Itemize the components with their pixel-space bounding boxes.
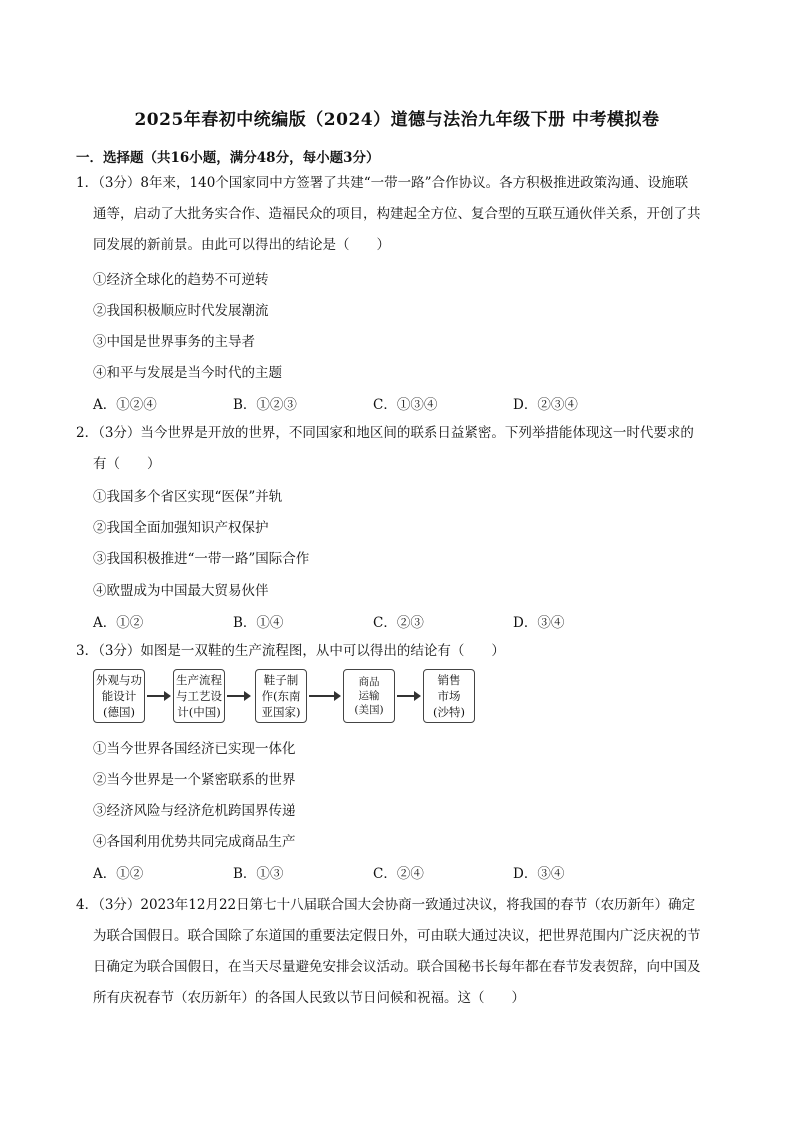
- stem-line: 2．（3分）当今世界是开放的世界，不同国家和地区间的联系日益紧密。下列举措能体现这一时代要求的: [76, 425, 694, 441]
- choice-b[interactable]: B．①③: [233, 866, 284, 882]
- statement-option: ④和平与发展是当今时代的主题: [93, 365, 282, 381]
- answer-choices-1: [93, 393, 653, 413]
- choice-d[interactable]: D．③④: [513, 866, 565, 882]
- section-heading: 一．选择题（共16小题，满分48分，每小题3分）: [76, 150, 380, 166]
- statement-option: ③中国是世界事务的主导者: [93, 334, 255, 350]
- statement-option: ①我国多个省区实现“医保”并轨: [93, 489, 283, 505]
- choice-c[interactable]: C．②④: [373, 866, 424, 882]
- flow-step-design: 外观与功 能设计 (德国): [93, 669, 145, 723]
- choice-b[interactable]: B．①②③: [233, 397, 297, 413]
- flow-arrow: [397, 695, 419, 697]
- choice-d[interactable]: D．③④: [513, 615, 565, 631]
- statement-option: ②当今世界是一个紧密联系的世界: [93, 772, 296, 788]
- statement-option: ②我国积极顺应时代发展潮流: [93, 303, 269, 319]
- exam-title: 2025年春初中统编版（2024）道德与法治九年级下册 中考模拟卷: [134, 110, 660, 130]
- shoe-production-flowchart: [93, 669, 473, 725]
- choice-d[interactable]: D．②③④: [513, 397, 578, 413]
- flow-arrow: [309, 695, 339, 697]
- choice-c[interactable]: C．②③: [373, 615, 424, 631]
- stem-line: 3．（3分）如图是一双鞋的生产流程图，从中可以得出的结论有（ ）: [76, 643, 505, 659]
- statement-option: ②我国全面加强知识产权保护: [93, 520, 269, 536]
- question-1-stem: [76, 168, 726, 261]
- flow-step-sales: 销售 市场 (沙特): [423, 669, 475, 723]
- stem-line: 日确定为联合国假日，在当天尽量避免安排会议活动。联合国秘书长每年都在春节发表贺辞，向中国及: [93, 959, 701, 975]
- stem-line: 所有庆祝春节（农历新年）的各国人民致以节日问候和祝福。这（ ）: [93, 990, 525, 1006]
- stem-line: 4．（3分）2023年12月22日第七十八届联合国大会协商一致通过决议，将我国的春节（农历新年）确定: [76, 897, 696, 913]
- statement-option: ④欧盟成为中国最大贸易伙伴: [93, 583, 269, 599]
- flow-step-manufacture: 鞋子制 作(东南 亚国家): [255, 669, 307, 723]
- question-3-stem: [76, 636, 726, 667]
- statement-option: ③经济风险与经济危机跨国界传递: [93, 803, 296, 819]
- flow-arrow: [147, 695, 169, 697]
- stem-line: 为联合国假日。联合国除了东道国的重要法定假日外，可由联大通过决议，把世界范围内广泛庆祝的节: [93, 928, 701, 944]
- stem-line: 同发展的新前景。由此可以得出的结论是（ ）: [93, 237, 390, 253]
- choice-a[interactable]: A．①②: [93, 866, 144, 882]
- stem-line: 有（ ）: [93, 456, 161, 472]
- choice-a[interactable]: A．①②④: [93, 397, 157, 413]
- choice-b[interactable]: B．①④: [233, 615, 284, 631]
- choice-a[interactable]: A．①②: [93, 615, 144, 631]
- question-4-stem: [76, 890, 726, 1014]
- statement-option: ①经济全球化的趋势不可逆转: [93, 272, 269, 288]
- stem-line: 通等，启动了大批务实合作、造福民众的项目，构建起全方位、复合型的互联互通伙伴关系，开创了共: [93, 206, 701, 222]
- statement-option: ④各国利用优势共同完成商品生产: [93, 834, 296, 850]
- statement-option: ①当今世界各国经济已实现一体化: [93, 741, 296, 757]
- choice-c[interactable]: C．①③④: [373, 397, 438, 413]
- flow-step-transport: 商品 运输 (美国): [343, 669, 395, 723]
- question-2-stem: [76, 418, 726, 480]
- stem-line: 1．（3分）8年来，140个国家同中方签署了共建“一带一路”合作协议。各方积极推进政策沟通、设施联: [76, 175, 689, 191]
- answer-choices-2: [93, 611, 653, 631]
- answer-choices-3: [93, 862, 653, 882]
- flow-step-process: 生产流程 与工艺设 计(中国): [173, 669, 225, 723]
- statement-option: ③我国积极推进“一带一路”国际合作: [93, 551, 310, 567]
- flow-arrow: [227, 695, 249, 697]
